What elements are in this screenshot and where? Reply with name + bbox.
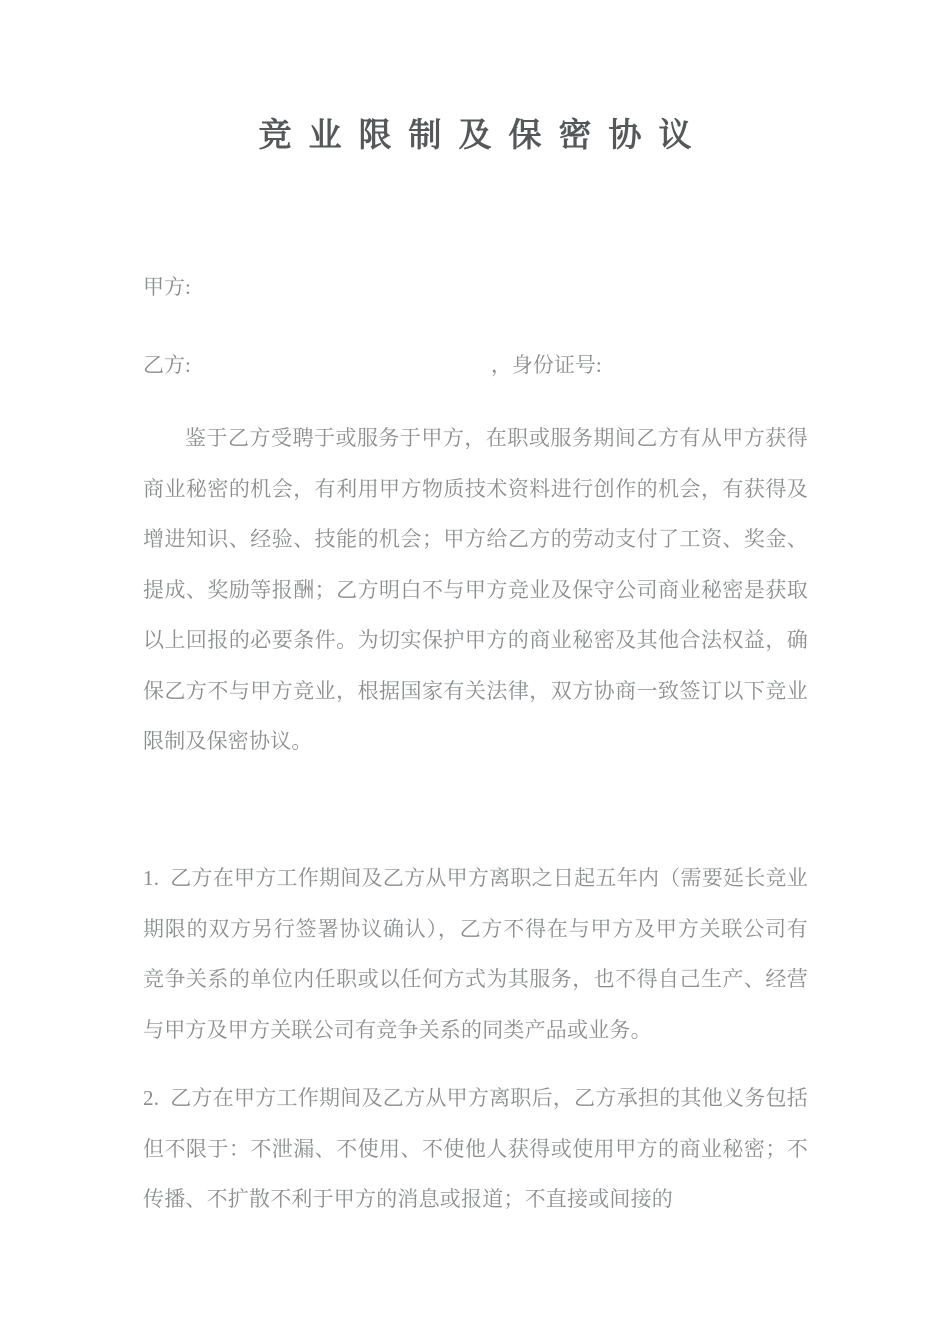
preamble-block	[143, 413, 808, 767]
clause-2-text: 乙方在甲方工作期间及乙方从甲方离职后，乙方承担的其他义务包括但不限于：不泄漏、不使用、不使他人获得或使用甲方的商业秘密；不传播、不扩散不利于甲方的消息或报道；不直接或间接的	[143, 1086, 808, 1211]
clause-2-number: 2.	[143, 1086, 160, 1110]
party-b-id-label: ，身份证号:	[490, 353, 602, 377]
clause-1-block	[143, 853, 808, 1055]
clause-1-number: 1.	[143, 866, 160, 890]
parties-block	[143, 262, 808, 390]
clause-item	[143, 1073, 808, 1225]
preamble-paragraph: 鉴于乙方受聘于或服务于甲方，在职或服务期间乙方有从甲方获得商业秘密的机会，有利用甲方物质技术资料进行创作的机会，有获得及增进知识、经验、技能的机会；甲方给乙方的劳动支付了工资、奖金、提成、奖励等报酬；乙方明白不与甲方竞业及保守公司商业秘密是获取以上回报的必要条件。为切实保护甲方的商业秘密及其他合法权益，确保乙方不与甲方竞业，根据国家有关法律，双方协商一致签订以下竞业限制及保密协议。	[143, 426, 808, 753]
party-line-first	[143, 262, 808, 312]
party-a-label: 甲方:	[143, 275, 191, 299]
document-title: 竞业限制及保密协议	[258, 118, 709, 154]
clause-2-block	[143, 1073, 808, 1225]
clause-1-text: 乙方在甲方工作期间及乙方从甲方离职之日起五年内（需要延长竞业期限的双方另行签署协议确认），乙方不得在与甲方及甲方关联公司有竞争关系的单位内任职或以任何方式为其服务，也不得自己生产、经营与甲方及甲方关联公司有竞争关系的同类产品或业务。	[143, 866, 808, 1042]
party-b-label: 乙方:	[143, 353, 191, 377]
party-line-second	[143, 340, 808, 390]
clause-item	[143, 853, 808, 1055]
